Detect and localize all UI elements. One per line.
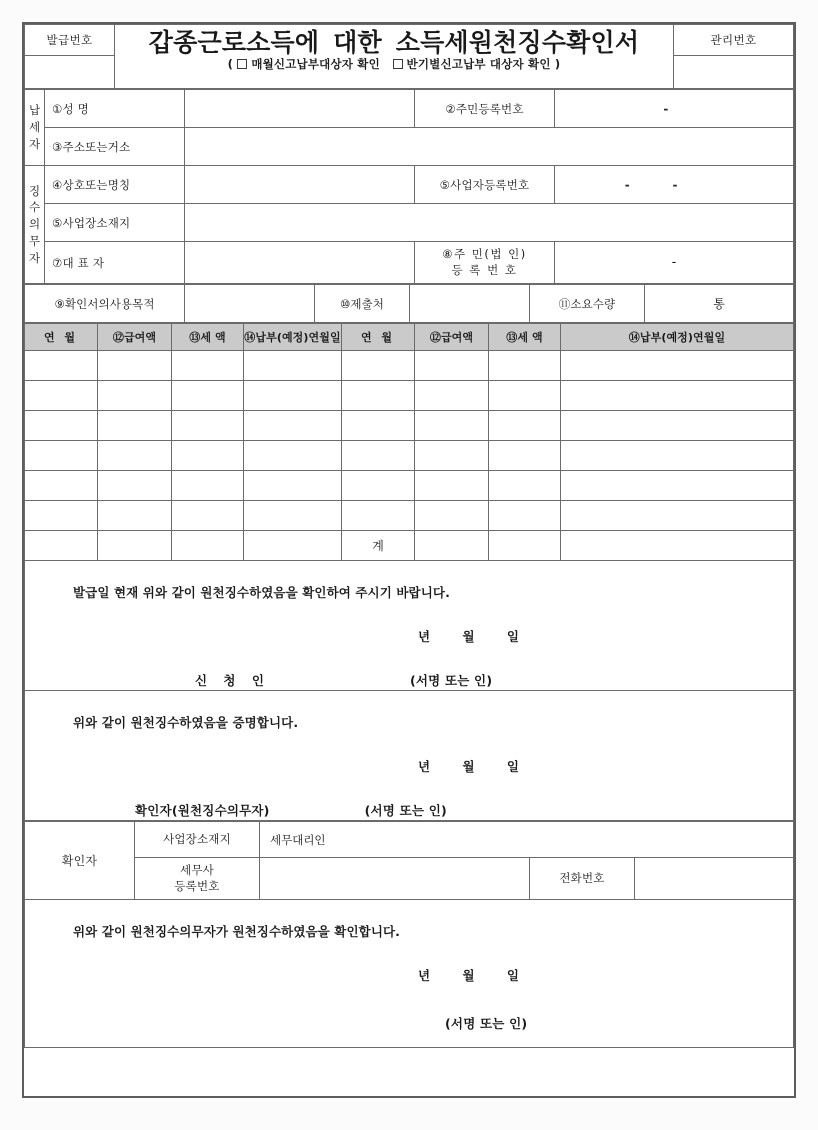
- cell-paydate-right[interactable]: [561, 471, 794, 501]
- statement-request-block: [24, 561, 794, 691]
- statement1-seal-note: (서명 또는 인): [409, 673, 493, 688]
- table-row: [25, 471, 794, 501]
- cell-paydate-right[interactable]: [561, 411, 794, 441]
- withholder-side-label: [25, 166, 45, 284]
- manage-number-value[interactable]: [674, 56, 794, 89]
- cell-yearmonth-right[interactable]: [342, 501, 415, 531]
- withholder-side-char-2: 의: [28, 217, 41, 232]
- table-row: [25, 411, 794, 441]
- table-total-row: [25, 531, 794, 561]
- checkbox-monthly-icon[interactable]: [237, 59, 247, 69]
- statement3-lead-text: 위와 같이 원천징수의무자가 원천징수하였음을 확인합니다.: [73, 924, 401, 939]
- withholder-bizaddr-label: ⑤사업장소재지: [45, 204, 185, 242]
- withholder-rep-field[interactable]: [185, 242, 415, 284]
- withholder-side-char-1: 수: [28, 200, 41, 215]
- use-purpose-field[interactable]: [185, 285, 315, 323]
- taxpayer-side-char-2: 자: [28, 136, 41, 151]
- cell-yearmonth-left[interactable]: [25, 381, 98, 411]
- data-table-body: [25, 351, 794, 561]
- withholder-company-field[interactable]: [185, 166, 415, 204]
- cell-tax-right[interactable]: [489, 471, 561, 501]
- cell-paydate-right[interactable]: [561, 351, 794, 381]
- cell-yearmonth-right[interactable]: [342, 441, 415, 471]
- party-info-table: [24, 89, 794, 284]
- statement3-seal-note: (서명 또는 인): [445, 1016, 528, 1031]
- quantity-unit: 통: [645, 285, 794, 323]
- statement2-signature-line: [25, 775, 793, 819]
- col-header-pay-left: ⑫급여액: [98, 324, 172, 351]
- confirmer-label: 확인자: [25, 822, 135, 900]
- statement2-lead-text: 위와 같이 원천징수하였음을 증명합니다.: [73, 715, 299, 730]
- cell-pay-right[interactable]: [415, 501, 489, 531]
- withholder-side-char-3: 무: [28, 233, 41, 248]
- withholder-corpno-field[interactable]: -: [555, 242, 794, 284]
- cell-pay-left[interactable]: [98, 381, 172, 411]
- cell-yearmonth-right[interactable]: [342, 411, 415, 441]
- confirmer-license-label: [135, 858, 260, 900]
- total-cell-tax-left[interactable]: [172, 531, 244, 561]
- statement1-signer-label: 신 청 인: [195, 673, 270, 688]
- taxpayer-address-label: ③주소또는거소: [45, 128, 185, 166]
- withholding-data-table: [24, 323, 794, 561]
- tax-form-sheet: [22, 22, 796, 1098]
- statement1-date-line[interactable]: 년 월 일: [418, 629, 520, 644]
- withholder-side-char-4: 자: [28, 250, 41, 265]
- taxpayer-rrn-label: ②주민등록번호: [415, 90, 555, 128]
- total-cell-tax-right: [489, 531, 561, 561]
- withholder-company-label: ④상호또는명칭: [45, 166, 185, 204]
- cell-paydate-left[interactable]: [244, 501, 342, 531]
- taxpayer-name-label: ①성 명: [45, 90, 185, 128]
- issue-number-label: 발급번호: [25, 25, 115, 56]
- cell-paydate-right[interactable]: [561, 501, 794, 531]
- cell-tax-left[interactable]: [172, 351, 244, 381]
- form-subtitle: [115, 56, 673, 76]
- withholder-corpno-label-line1: ⑧주 민(법 인): [442, 246, 527, 261]
- cell-pay-right[interactable]: [415, 441, 489, 471]
- statement2-signer-label: 확인자(원천징수의무자): [135, 803, 270, 818]
- cell-tax-right[interactable]: [489, 501, 561, 531]
- total-cell-paydate-right: [561, 531, 794, 561]
- submit-to-field[interactable]: [410, 285, 530, 323]
- col-header-yearmonth-right: 연 월: [342, 324, 415, 351]
- cell-pay-right[interactable]: [415, 381, 489, 411]
- subtitle-option-semiannual: 반기별신고납부 대상자 확인: [406, 57, 551, 72]
- confirmer-license-label-line2: 등록번호: [174, 878, 220, 893]
- col-header-paydate-right: ⑭납부(예정)연월일: [561, 324, 794, 351]
- statement-certify-block: [24, 691, 794, 821]
- taxpayer-address-field[interactable]: [185, 128, 794, 166]
- purpose-table: [24, 284, 794, 323]
- col-header-pay-right: ⑫급여액: [415, 324, 489, 351]
- subtitle-close-paren: ): [554, 57, 561, 72]
- taxpayer-side-char-0: 납: [28, 103, 41, 118]
- statement2-seal-note: (서명 또는 인): [364, 803, 447, 818]
- cell-paydate-left[interactable]: [244, 351, 342, 381]
- cell-paydate-left[interactable]: [244, 381, 342, 411]
- withholder-bizno-label: ⑤사업자등록번호: [415, 166, 555, 204]
- confirmer-agent-label[interactable]: 세무대리인: [260, 822, 794, 858]
- cell-pay-right[interactable]: [415, 351, 489, 381]
- statement-verify-block: [24, 900, 794, 1048]
- cell-paydate-left[interactable]: [244, 471, 342, 501]
- total-cell-yearmonth-left[interactable]: [25, 531, 98, 561]
- cell-paydate-right[interactable]: [561, 381, 794, 411]
- cell-pay-right[interactable]: [415, 471, 489, 501]
- cell-tax-right[interactable]: [489, 381, 561, 411]
- cell-paydate-left[interactable]: [244, 411, 342, 441]
- withholder-side-char-0: 징: [28, 183, 41, 198]
- cell-tax-left[interactable]: [172, 501, 244, 531]
- cell-pay-left[interactable]: [98, 501, 172, 531]
- cell-tax-right[interactable]: [489, 441, 561, 471]
- issue-number-value[interactable]: [25, 56, 115, 89]
- confirmer-table: [24, 821, 794, 900]
- col-header-yearmonth-left: 연 월: [25, 324, 98, 351]
- cell-tax-right[interactable]: [489, 351, 561, 381]
- cell-pay-left[interactable]: [98, 441, 172, 471]
- cell-tax-left[interactable]: [172, 441, 244, 471]
- subtitle-open-paren: (: [227, 57, 234, 72]
- confirmer-license-label-line1: 세무사: [180, 862, 214, 877]
- confirmer-bizaddr-label: 사업장소재지: [135, 822, 260, 858]
- statement3-date-line[interactable]: 년 월 일: [418, 968, 520, 983]
- withholder-corpno-label: [415, 242, 555, 284]
- withholder-rep-label: ⑦대 표 자: [45, 242, 185, 284]
- checkbox-semiannual-icon[interactable]: [393, 59, 403, 69]
- statement3-signature-line: [25, 984, 793, 1032]
- subtitle-option-monthly: 매월신고납부대상자 확인: [251, 57, 380, 72]
- confirmer-license-field[interactable]: [260, 858, 530, 900]
- statement1-signature-line: [25, 645, 793, 689]
- cell-paydate-right[interactable]: [561, 441, 794, 471]
- data-table-header-row: [25, 324, 794, 351]
- total-cell-pay-left[interactable]: [98, 531, 172, 561]
- use-purpose-label: ⑨확인서의사용목적: [25, 285, 185, 323]
- cell-yearmonth-right[interactable]: [342, 351, 415, 381]
- form-header-table: [24, 24, 794, 89]
- table-row: [25, 381, 794, 411]
- total-cell-paydate-left[interactable]: [244, 531, 342, 561]
- statement1-lead-text: 발급일 현재 위와 같이 원천징수하였음을 확인하여 주시기 바랍니다.: [73, 585, 450, 600]
- cell-pay-left[interactable]: [98, 411, 172, 441]
- confirmer-phone-field[interactable]: [635, 858, 794, 900]
- taxpayer-rrn-boxes[interactable]: [555, 90, 794, 128]
- cell-tax-left[interactable]: [172, 471, 244, 501]
- withholder-bizaddr-field[interactable]: [185, 204, 794, 242]
- quantity-label: ⑪소요수량: [530, 285, 645, 323]
- confirmer-phone-label: 전화번호: [530, 858, 635, 900]
- table-row: [25, 501, 794, 531]
- cell-tax-right[interactable]: [489, 411, 561, 441]
- cell-pay-left[interactable]: [98, 471, 172, 501]
- manage-number-label: 관리번호: [674, 25, 794, 56]
- cell-yearmonth-left[interactable]: [25, 441, 98, 471]
- cell-yearmonth-right[interactable]: [342, 471, 415, 501]
- submit-to-label: ⑩제출처: [315, 285, 410, 323]
- cell-yearmonth-left[interactable]: [25, 471, 98, 501]
- table-row: [25, 441, 794, 471]
- statement2-date-line[interactable]: 년 월 일: [418, 759, 520, 774]
- col-header-paydate-left: ⑭납부(예정)연월일: [244, 324, 342, 351]
- cell-pay-right[interactable]: [415, 411, 489, 441]
- taxpayer-name-field[interactable]: [185, 90, 415, 128]
- total-cell-pay-right: [415, 531, 489, 561]
- taxpayer-side-label: [25, 90, 45, 166]
- cell-yearmonth-left[interactable]: [25, 501, 98, 531]
- cell-tax-left[interactable]: [172, 381, 244, 411]
- cell-tax-left[interactable]: [172, 411, 244, 441]
- cell-pay-left[interactable]: [98, 351, 172, 381]
- title-cell: [115, 25, 674, 89]
- cell-yearmonth-left[interactable]: [25, 351, 98, 381]
- taxpayer-side-char-1: 세: [28, 120, 41, 135]
- col-header-tax-right: ⑬세 액: [489, 324, 561, 351]
- total-label: 계: [342, 531, 415, 561]
- cell-yearmonth-left[interactable]: [25, 411, 98, 441]
- withholder-bizno-boxes[interactable]: [555, 166, 794, 204]
- col-header-tax-left: ⑬세 액: [172, 324, 244, 351]
- cell-yearmonth-right[interactable]: [342, 381, 415, 411]
- cell-paydate-left[interactable]: [244, 441, 342, 471]
- page-title: 갑종근로소득에 대한 소득세원천징수확인서: [148, 28, 640, 57]
- table-row: [25, 351, 794, 381]
- withholder-corpno-label-line2: 등 록 번 호: [451, 262, 518, 277]
